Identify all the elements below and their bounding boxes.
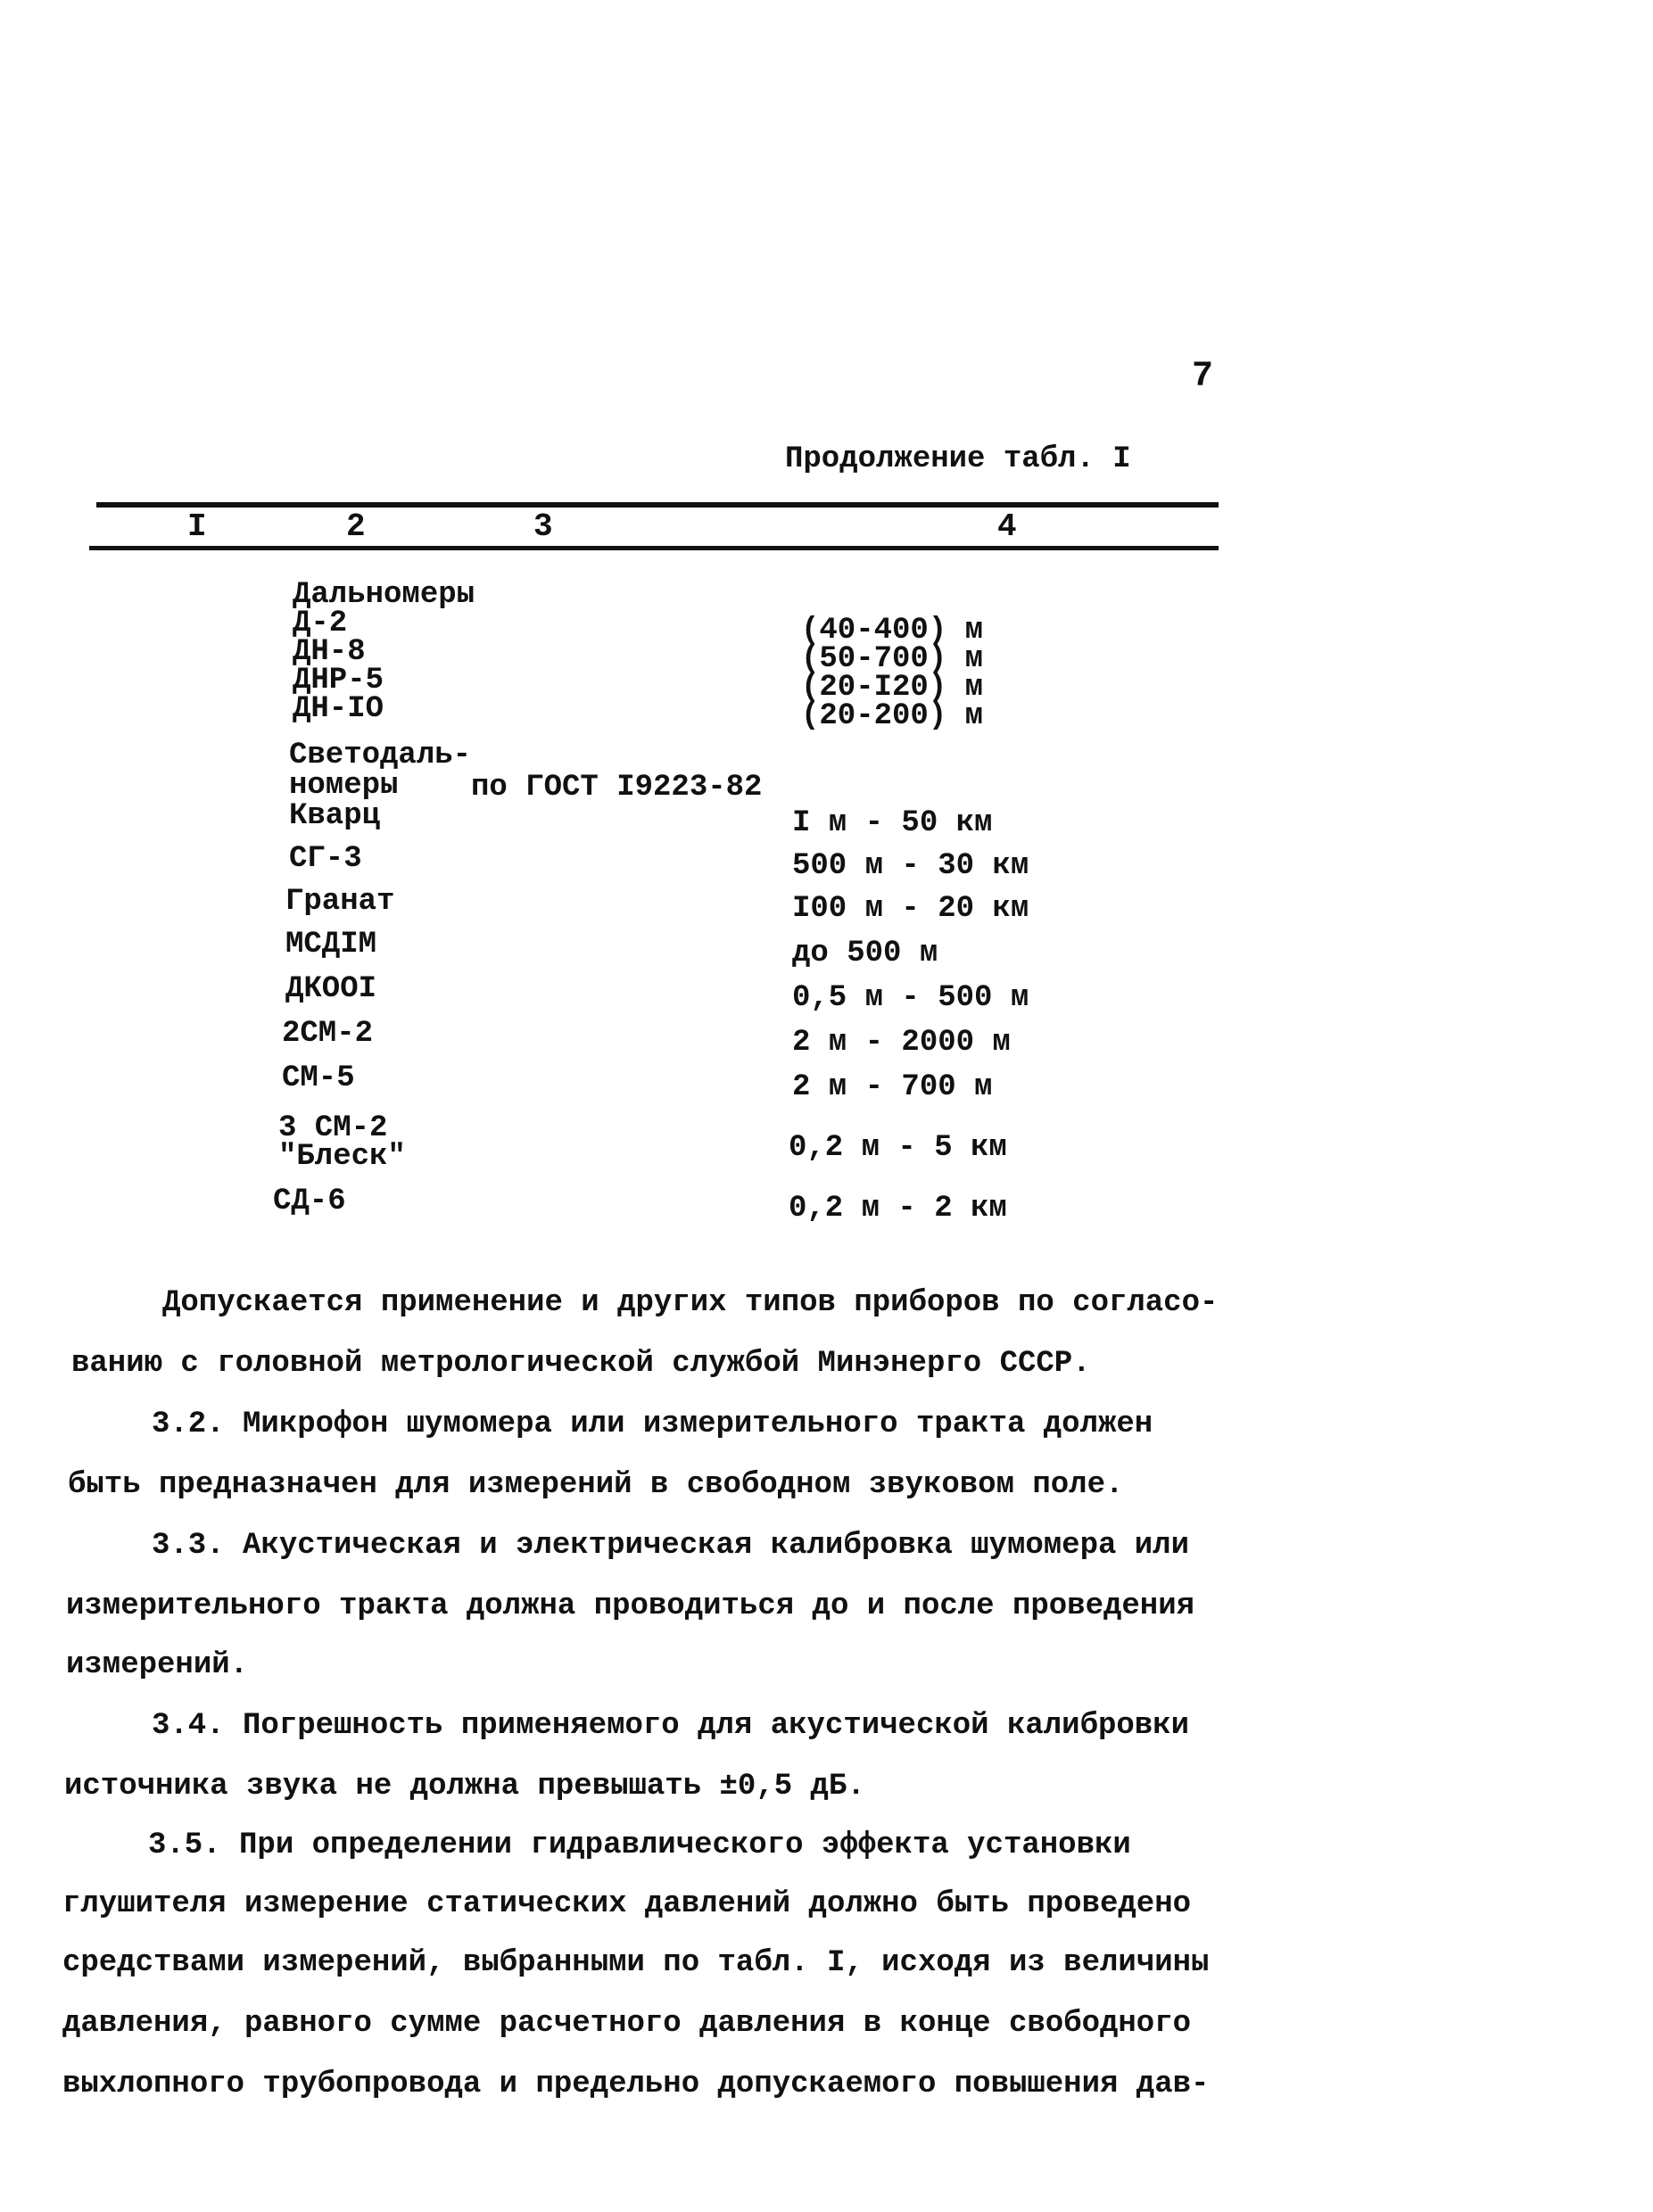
device-name: СГ-3: [289, 842, 362, 876]
device-name: СД-6: [273, 1184, 346, 1218]
device-range: (40-400) м: [801, 614, 984, 648]
device-range: 0,5 м - 500 м: [792, 981, 1029, 1015]
group-label-light-rangefinders-line1: Светодаль-: [289, 739, 472, 772]
paragraph-3-line-3: измерений.: [66, 1648, 249, 1682]
device-range: 2 м - 700 м: [792, 1070, 993, 1104]
device-range: (50-700) м: [801, 642, 984, 676]
device-name: "Блеск": [278, 1140, 406, 1174]
column-header-4: 4: [997, 508, 1017, 545]
group-label-rangefinders: Дальномеры: [293, 578, 475, 612]
device-range: I00 м - 20 км: [792, 892, 1029, 926]
page-number: 7: [1192, 357, 1214, 397]
paragraph-2-line-1: 3.2. Микрофон шумомера или измерительного тракта должен: [152, 1407, 1153, 1441]
device-name: Д-2: [293, 607, 348, 640]
column-header-2: 2: [346, 508, 366, 545]
column-header-3: 3: [533, 508, 553, 545]
device-name: ДНР-5: [293, 664, 384, 697]
standard-reference: по ГОСТ I9223-82: [471, 771, 763, 805]
device-name: 3 СМ-2: [278, 1111, 388, 1145]
paragraph-3-line-1: 3.3. Акустическая и электрическая калибровка шумомера или: [152, 1529, 1189, 1563]
group-label-light-rangefinders-line2: номеры: [289, 769, 399, 803]
device-range: 2 м - 2000 м: [792, 1026, 1011, 1060]
paragraph-1-line-1: Допускается применение и других типов приборов по согласо-: [162, 1286, 1219, 1320]
device-range: (20-I20) м: [801, 671, 984, 705]
device-range: I м - 50 км: [792, 806, 993, 840]
paragraph-5-line-2: глушителя измерение статических давлений должно быть проведено: [62, 1887, 1192, 1921]
paragraph-1-line-2: ванию с головной метрологической службой Минэнерго СССР.: [71, 1347, 1091, 1381]
paragraph-5-line-4: давления, равного сумме расчетного давления в конце свободного: [62, 2007, 1192, 2041]
device-name: ДКООI: [285, 972, 377, 1006]
device-name: СМ-5: [282, 1061, 355, 1095]
device-name: Кварц: [289, 799, 381, 833]
device-name: ДН-8: [293, 635, 366, 669]
paragraph-5-line-3: средствами измерений, выбранными по табл. I, исходя из величины: [62, 1946, 1210, 1980]
device-name: 2СМ-2: [282, 1017, 374, 1051]
paragraph-2-line-2: быть предназначен для измерений в свободном звуковом поле.: [68, 1468, 1124, 1502]
paragraph-5-line-1: 3.5. При определении гидравлического эффекта установки: [148, 1828, 1131, 1862]
paragraph-4-line-1: 3.4. Погрешность применяемого для акустической калибровки: [152, 1709, 1189, 1743]
device-name: ДН-IO: [293, 692, 384, 726]
device-range: до 500 м: [792, 937, 938, 970]
device-name: МСДIМ: [285, 928, 377, 962]
paragraph-5-line-5: выхлопного трубопровода и предельно допускаемого повышения дав-: [62, 2068, 1210, 2101]
device-range: 500 м - 30 км: [792, 849, 1029, 883]
device-name: Гранат: [285, 885, 395, 919]
table-header-rule: [89, 546, 1219, 550]
device-range: 0,2 м - 5 км: [789, 1131, 1007, 1165]
column-header-1: I: [187, 508, 207, 545]
table-top-rule: [96, 502, 1219, 508]
device-range: (20-200) м: [801, 699, 984, 733]
table-caption: Продолжение табл. I: [785, 442, 1131, 476]
paragraph-3-line-2: измерительного тракта должна проводиться до и после проведения: [66, 1589, 1195, 1623]
device-range: 0,2 м - 2 км: [789, 1192, 1007, 1226]
paragraph-4-line-2: источника звука не должна превышать ±0,5 дБ.: [64, 1770, 865, 1803]
